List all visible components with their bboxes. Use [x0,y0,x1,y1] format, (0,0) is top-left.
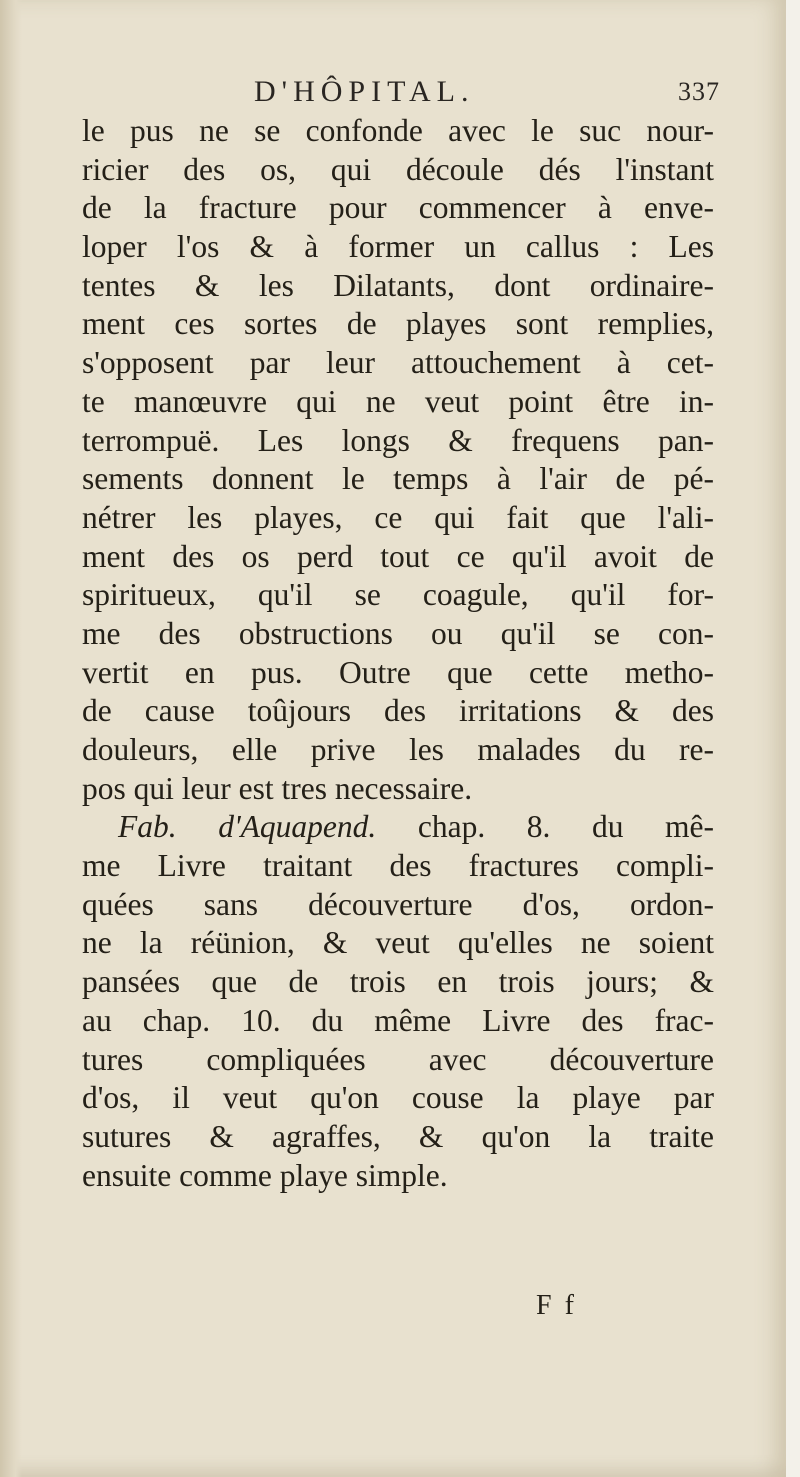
text-line: sutures & agraffes, & qu'on la traite [82,1118,714,1154]
text-line: spiritueux, qu'il se coagule, qu'il for- [82,577,714,613]
text-line: d'os, il veut qu'on couse la playe par [82,1080,714,1116]
text-line: pos qui leur est tres necessaire. [82,770,473,806]
page-number: 337 [678,77,720,106]
text-line: douleurs, elle prive les malades du re- [82,732,714,767]
text-line: pansées que de trois en trois jours; & [82,964,714,1000]
text-line: ne la réünion, & veut qu'elles ne soient [82,925,714,961]
text-line: me Livre traitant des fractures compli- [82,848,714,884]
text-line: sements donnent le temps à l'air de pé- [82,461,714,497]
paragraph-first-line [82,808,714,847]
page-header [80,72,720,116]
running-head: D'HÔPITAL. [254,75,475,108]
body-text [82,112,714,1195]
text-line: me des obstructions ou qu'il se con- [82,615,714,651]
text-line: te manœuvre qui ne veut point être in- [82,383,714,419]
text-line: loper l'os & à former un callus : Les [82,229,714,265]
text-line: au chap. 10. du même Livre des frac- [82,1002,714,1038]
page-gutter [0,0,22,1477]
text-line: ment des os perd tout ce qu'il avoit de [82,538,714,574]
text-line: de cause toûjours des irritations & des [82,693,714,729]
text-line: terrompuë. Les longs & frequens pan- [82,422,714,458]
author-citation: Fab. d'Aquapend. [118,809,377,845]
text-line: vertit en pus. Outre que cette metho- [82,654,714,690]
text-line: quées sans découverture d'os, ordon- [82,886,714,922]
signature-mark: F f [536,1290,577,1321]
text-line: tentes & les Dilatants, dont ordinaire- [82,267,714,303]
text-line: ricier des os, qui découle dés l'instant [82,151,714,187]
text-line: ensuite comme playe simple. [82,1157,448,1193]
text-line: de la fracture pour commencer à enve- [82,190,714,226]
text-line: le pus ne se confonde avec le suc nour- [82,113,714,148]
text-line: s'opposent par leur attouchement à cet- [82,345,714,381]
citation-rest: chap. 8. du mê- [417,809,715,845]
text-line: nétrer les playes, ce qui fait que l'ali- [82,499,714,535]
text-line: tures compliquées avec découverture [82,1041,714,1077]
text-line: ment ces sortes de playes sont remplies, [82,306,714,342]
